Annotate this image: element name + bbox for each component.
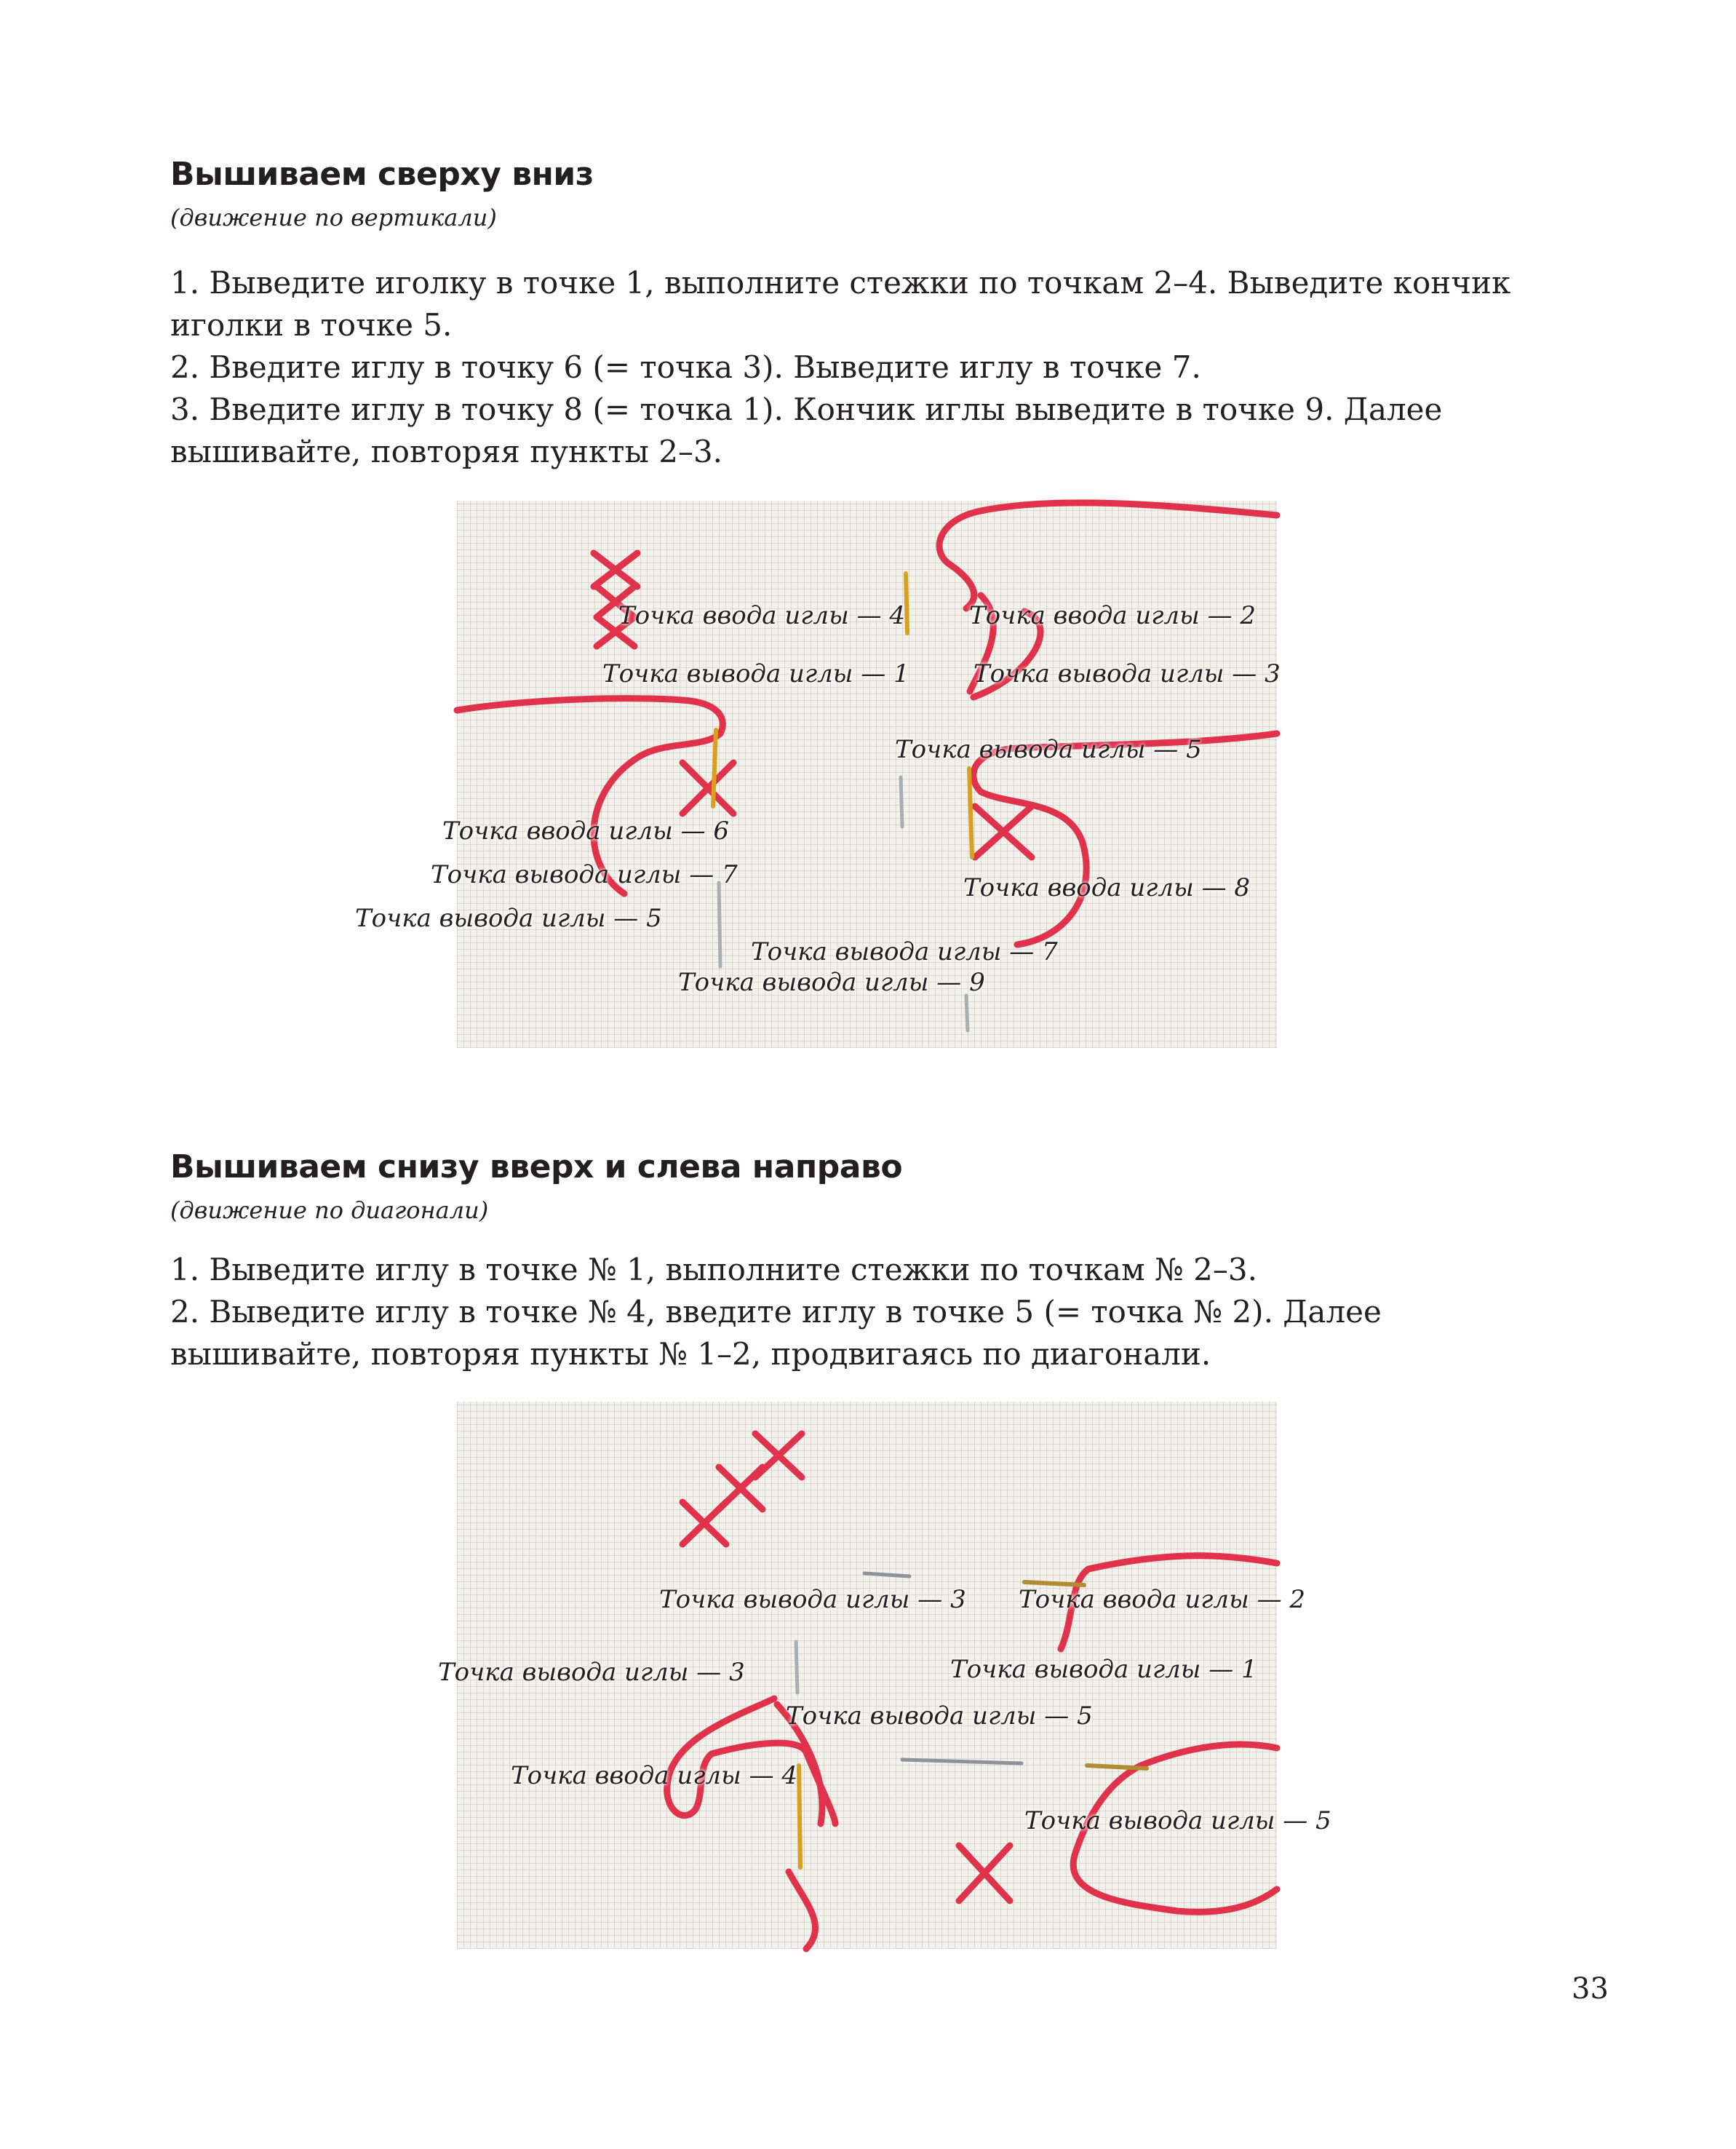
- section1-title: Вышиваем сверху вниз: [170, 156, 594, 193]
- photo1-label-5: Точка вывода иглы — 5: [895, 735, 1202, 764]
- vertical-stitch-photo: [355, 501, 1281, 1048]
- photo2-label-5b: Точка вывода иглы — 5: [1024, 1806, 1331, 1835]
- section1-step-2: 2. Введите иглу в точку 6 (= точка 3). Выведите иглу в точке 7.: [170, 349, 1201, 385]
- photo1-label-9: Точка вывода иглы — 9: [678, 968, 985, 997]
- section1-step-1: 1. Выведите иголку в точке 1, выполните стежки по точкам 2–4. Выведите кончик иголки в точке 5.: [170, 265, 1511, 343]
- photo1-label-5b: Точка вывода иглы — 5: [355, 904, 662, 933]
- photo1-label-3: Точка вывода иглы — 3: [973, 659, 1281, 688]
- photo1-label-7b: Точка вывода иглы — 7: [751, 937, 1058, 966]
- photo2-label-5a: Точка вывода иглы — 5: [786, 1701, 1093, 1731]
- photo2-label-2: Точка ввода иглы — 2: [1019, 1585, 1306, 1614]
- photo1-label-6: Точка ввода иглы — 6: [442, 817, 730, 846]
- photo1-label-1: Точка вывода иглы — 1: [602, 659, 909, 688]
- photo2-label-1: Точка вывода иглы — 1: [950, 1655, 1257, 1684]
- section2-steps: [170, 1249, 1574, 1375]
- section1-subtitle: (движение по вертикали): [170, 204, 497, 231]
- diagonal-stitch-photo: [438, 1402, 1331, 1949]
- section1-steps: [170, 262, 1574, 473]
- photo1-label-4: Точка ввода иглы — 4: [618, 601, 906, 630]
- section2-title: Вышиваем снизу вверх и слева направо: [170, 1148, 903, 1185]
- photo1-label-8: Точка ввода иглы — 8: [963, 873, 1251, 902]
- photo1-label-7: Точка вывода иглы — 7: [431, 860, 738, 889]
- page-number: 33: [1572, 1972, 1609, 2006]
- section1-step-3: 3. Введите иглу в точку 8 (= точка 1). Кончик иглы выведите в точке 9. Далее вышивайте, повторяя пункты 2–3.: [170, 392, 1443, 469]
- photo1-label-2: Точка ввода иглы — 2: [969, 601, 1257, 630]
- photo2-label-3a: Точка вывода иглы — 3: [659, 1585, 966, 1614]
- section2-step-1: 1. Выведите иглу в точке № 1, выполните стежки по точкам № 2–3.: [170, 1252, 1257, 1287]
- photo2-label-4: Точка ввода иглы — 4: [511, 1761, 798, 1790]
- photo2-label-3b: Точка вывода иглы — 3: [438, 1658, 745, 1687]
- section2-step-2: 2. Выведите иглу в точке № 4, введите иглу в точке 5 (= точка № 2). Далее вышивайте, повторяя пункты № 1–2, продвигаясь по диагонали.: [170, 1294, 1382, 1372]
- section2-subtitle: (движение по диагонали): [170, 1196, 489, 1224]
